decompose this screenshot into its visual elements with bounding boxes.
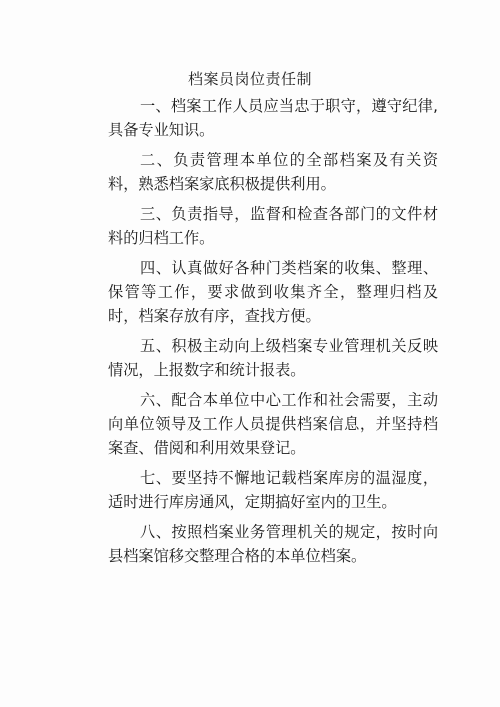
document-title: 档案员岗位责任制: [187, 70, 312, 88]
paragraph-3: 三、负责指导，监督和检查各部门的文件材料的归档工作。: [108, 205, 438, 247]
paragraph-8: 八、按照档案业务管理机关的规定，按时向县档案馆移交整理合格的本单位档案。: [108, 523, 438, 565]
paragraph-4: 四、认真做好各种门类档案的收集、整理、保管等工作，要求做到收集齐全，整理归档及时，档案存放有序，查找方便。: [108, 259, 438, 325]
paragraph-1: 一、档案工作人员应当忠于职守，遵守纪律,具备专业知识。: [108, 97, 438, 139]
paragraph-7: 七、要坚持不懈地记载档案库房的温湿度，适时进行库房通风，定期搞好室内的卫生。: [108, 469, 438, 511]
paragraph-2: 二、负责管理本单位的全部档案及有关资料，熟悉档案家底积极提供利用。: [108, 151, 438, 193]
document-body: [108, 94, 438, 574]
paragraph-5: 五、积极主动向上级档案专业管理机关反映情况，上报数字和统计报表。: [108, 337, 438, 379]
paragraph-6: 六、配合本单位中心工作和社会需要，主动向单位领导及工作人员提供档案信息，并坚持档案查、借阅和利用效果登记。: [108, 391, 438, 457]
